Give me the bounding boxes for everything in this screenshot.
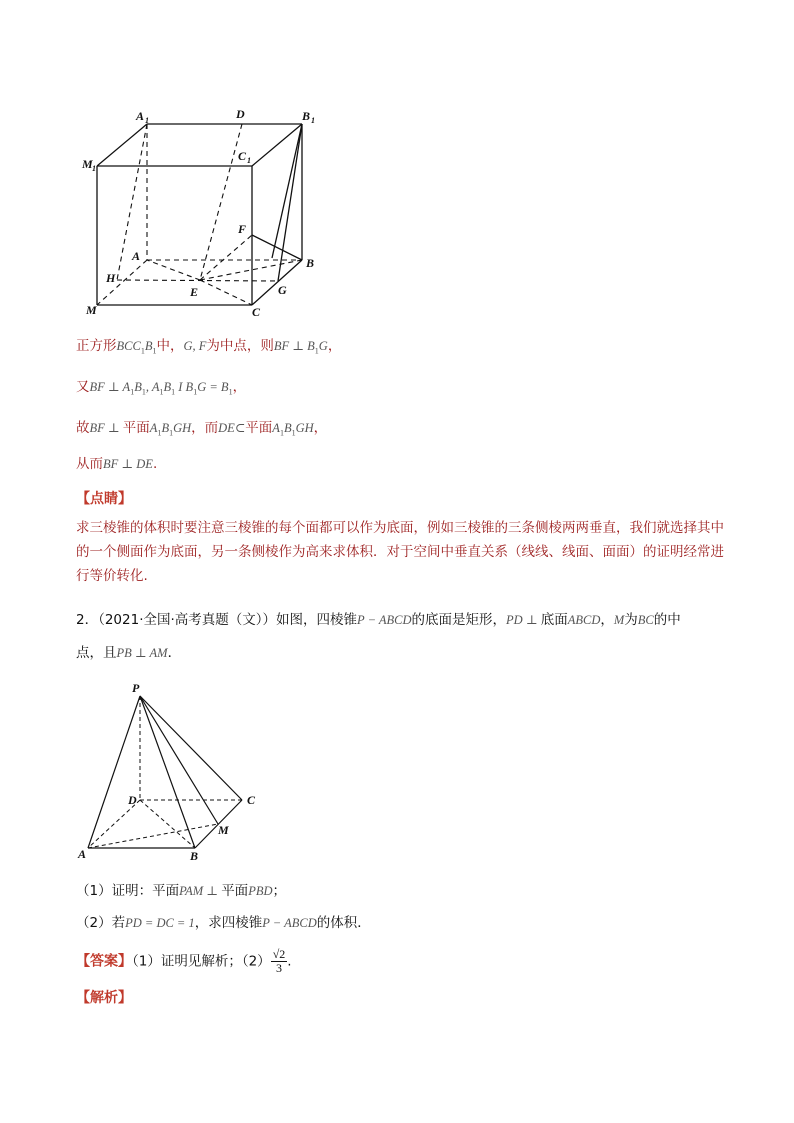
label-M: M bbox=[86, 303, 97, 317]
label-C: C bbox=[252, 305, 261, 319]
label-M2: M bbox=[218, 823, 229, 837]
answer-fraction: $\frac{√2}{3}$ bbox=[272, 947, 286, 975]
label-A: A bbox=[132, 249, 141, 263]
label-C2: C bbox=[247, 793, 256, 807]
label-D2: D bbox=[128, 793, 137, 807]
label-B1: B bbox=[302, 109, 311, 123]
label-P: P bbox=[132, 681, 140, 695]
question-1: （1）证明：平面PAM ⊥ 平面PBD； bbox=[76, 883, 286, 899]
label-A2: A bbox=[78, 847, 87, 861]
answer-line: 【答案】（1）证明见解析；（2） $\frac{√2}{3}$ . bbox=[76, 947, 292, 975]
answer-tag: 【答案】 bbox=[76, 953, 132, 970]
pyramid-figure bbox=[70, 680, 270, 865]
label-A1: A bbox=[136, 109, 145, 123]
label-H: H bbox=[106, 271, 116, 285]
label-A1-sub: 1 bbox=[145, 116, 149, 125]
label-F: F bbox=[238, 222, 247, 236]
pyramid-diagram bbox=[70, 680, 270, 865]
note-text: 求三棱锥的体积时要注意三棱锥的每个面都可以作为底面，例如三棱锥的三条侧棱两两垂直，我们就选择其中的一个侧面作为底面，另一条侧棱作为高来求体积．对于空间中垂直关系（线线、线面、面面）的证明经常进行等价转化. bbox=[76, 520, 724, 584]
label-B2: B bbox=[190, 849, 199, 863]
label-M1: M bbox=[82, 157, 93, 171]
proof-line-2: 又BF ⊥ $A_1B_1$, $A_1B_1$ I $B_1G = B_1$， bbox=[76, 379, 247, 397]
label-C1: C bbox=[238, 149, 247, 163]
analysis-tag: 【解析】 bbox=[76, 990, 132, 1006]
problem2-line-1: 2．（2021·全国·高考真题（文））如图，四棱锥P − ABCD的底面是矩形，PD ⊥ 底面ABCD，M为BC的中 bbox=[76, 612, 681, 628]
prism-diagram bbox=[70, 100, 340, 325]
proof-line-1: 正方形$BCC_1B_1$中，G, F为中点，则BF ⊥ $B_1G$， bbox=[76, 338, 342, 356]
problem2-line-2: 点，且PB ⊥ AM． bbox=[76, 645, 182, 661]
label-D: D bbox=[236, 107, 245, 121]
label-C1-sub: 1 bbox=[247, 156, 251, 165]
proof-line-4: 从而BF ⊥ DE. bbox=[76, 456, 158, 472]
question-2: （2）若PD = DC = 1，求四棱锥P − ABCD的体积． bbox=[76, 915, 371, 931]
label-G: G bbox=[278, 283, 287, 297]
label-M1-sub: 1 bbox=[92, 164, 96, 173]
prism-figure bbox=[70, 100, 340, 325]
note-tag: 【点睛】 bbox=[76, 491, 132, 507]
proof-line-3: 故BF ⊥ 平面$A_1B_1GH$，而DE⊂平面$A_1B_1GH$， bbox=[76, 420, 328, 438]
label-E: E bbox=[190, 285, 199, 299]
label-B1-sub: 1 bbox=[311, 116, 315, 125]
label-B: B bbox=[306, 256, 315, 270]
